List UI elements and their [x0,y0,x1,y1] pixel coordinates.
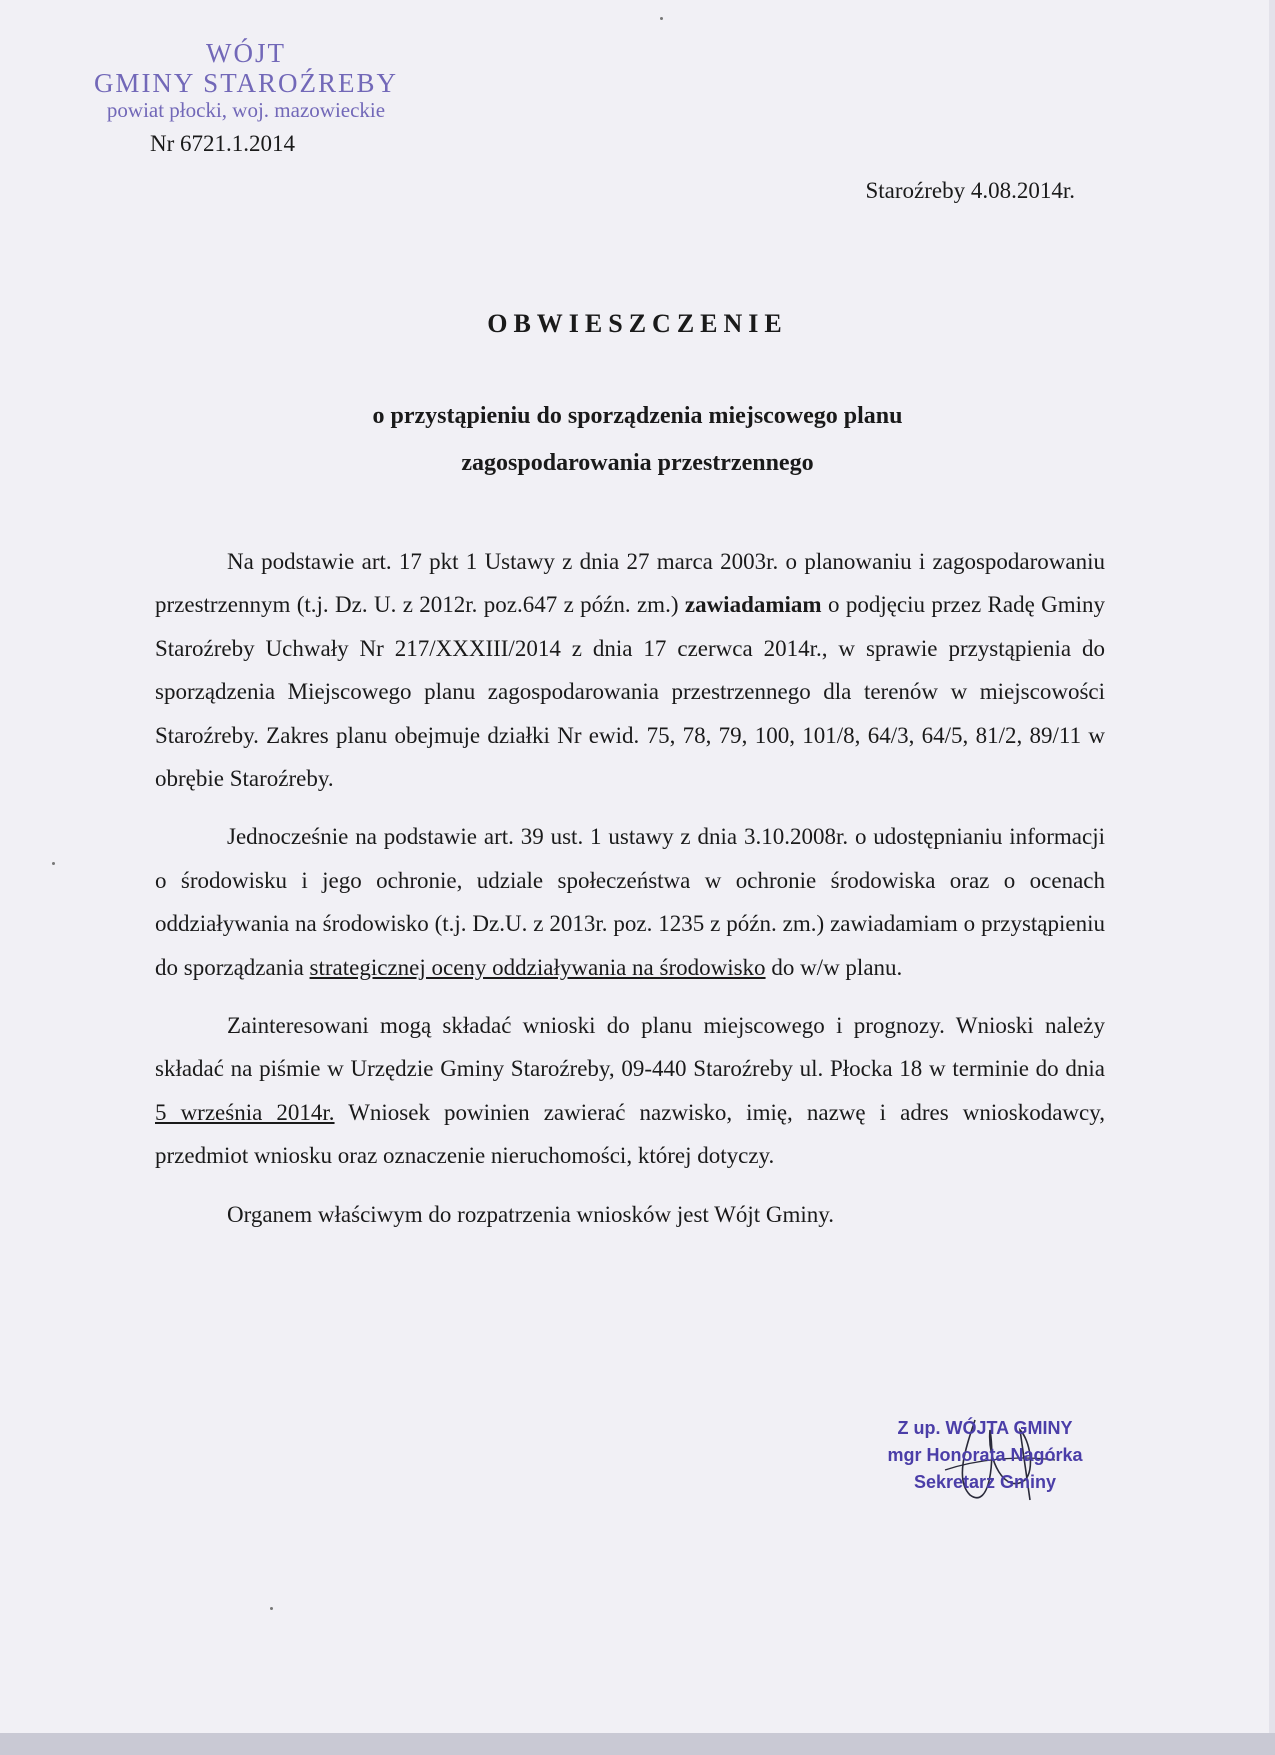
scan-speck [270,1607,273,1610]
subtitle-line-1: o przystąpieniu do sporządzenia miejscowego planu [372,403,903,429]
paragraph-1-bold: zawiadamiam [684,592,822,618]
paragraph-2-after: do w/w planu. [771,954,903,980]
paragraph-1-rest: o podjęciu przez Radę Gminy Staroźreby Uchwały Nr 217/XXXIII/2014 z dnia 17 czerwca 2014r., w sprawie przystąpienia do sporządzenia Miejscowego planu zagospodarowania przestrzennego dla terenów w miejscowości Staroźreby. Zakres planu obejmuje działki Nr ewid. 75, 78, 79, 100, 101/8, 64/3, 64/5, 81/2, 89/11 w obrębie Staroźreby. [155,592,1106,792]
subtitle-line-2: zagospodarowania przestrzennego [461,450,814,476]
scan-border-right [1269,0,1275,1755]
paragraph-2-before: Jednocześnie na podstawie art. 39 ust. 1 ustawy z dnia 3.10.2008r. o udostępnianiu informacji o środowisku i jego ochronie, udziale społeczeństwa w ochronie środowiska oraz o ocenach oddziaływania na środowisko (t.j. Dz.U. z 2013r. poz. 1235 z późn. zm.) zawiadamiam o przystąpieniu do sporządzania [155,824,1105,980]
scan-speck [660,17,663,20]
stamp-line-2: GMINY STAROŹREBY [93,68,399,98]
signature-stamp [860,1415,1110,1496]
paragraph-3-before: Zainteresowani mogą składać wnioski do planu miejscowego i prognozy. Wnioski należy składać na piśmie w Urzędzie Gminy Staroźreby, 09-440 Staroźreby ul. Płocka 18 w terminie do dnia [155,1013,1105,1082]
signature-line-1: Z up. WÓJTA GMINY [897,1418,1073,1438]
stamp-line-3: powiat płocki, woj. mazowieckie [106,98,386,122]
paragraph-3-underlined: 5 września 2014r. [155,1099,335,1125]
paragraph-4: Organem właściwym do rozpatrzenia wniosków jest Wójt Gminy. [227,1201,835,1227]
paragraph-2 [155,815,1105,989]
place-and-date: Staroźreby 4.08.2014r. [865,178,1075,203]
document-body [155,540,1105,1251]
paragraph-3 [155,1004,1105,1178]
paragraph-1 [155,540,1105,800]
reference-number: Nr 6721.1.2014 [150,131,296,156]
document-title: OBWIESZCZENIE [487,309,788,338]
scan-speck [52,862,55,865]
paragraph-1-intro: Na podstawie art. 17 pkt 1 Ustawy z dnia 27 marca 2003r. o planowaniu i zagospodarowaniu przestrzennym (t.j. Dz. U. z 2012r. poz.647 z późn. zm.) [155,549,1105,618]
signature-line-3: Sekretarz Gminy [913,1472,1057,1492]
office-stamp [66,38,426,122]
signature-line-2: mgr Honorata Nagórka [887,1445,1083,1465]
paragraph-3-after: Wniosek powinien zawierać nazwisko, imię, nazwę i adres wnioskodawcy, przedmiot wniosku oraz oznaczenie nieruchomości, której dotyczy. [155,1099,1105,1169]
stamp-line-1: WÓJT [206,38,286,68]
scan-border-bottom [0,1733,1275,1755]
document-subtitle [0,393,1275,487]
paragraph-2-underlined: strategicznej oceny oddziaływania na środowisko [309,954,766,980]
